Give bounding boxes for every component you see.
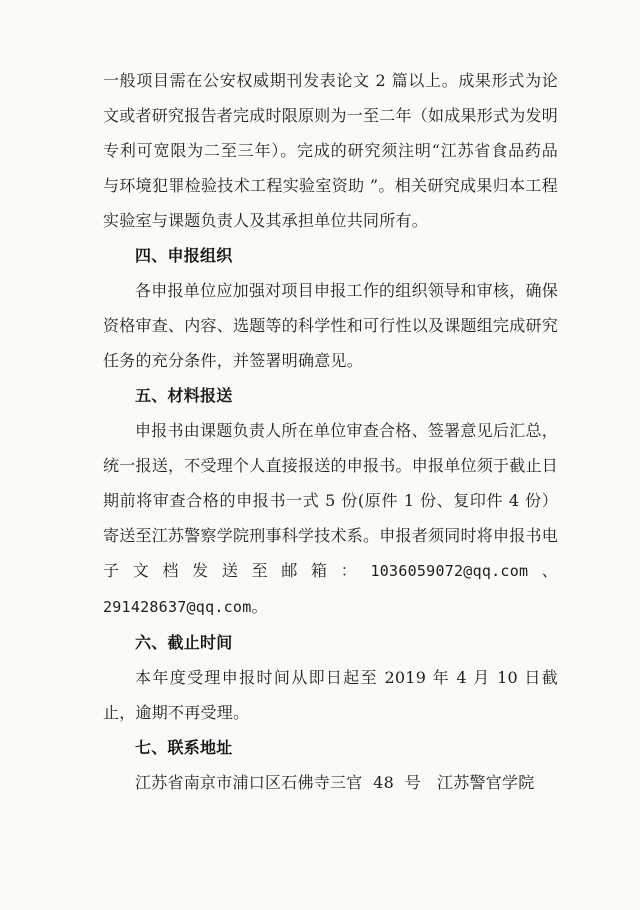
heading-deadline: 六、截止时间 — [135, 633, 233, 652]
email-address-1: 1036059072@qq.com — [370, 562, 529, 580]
heading-contact-address: 七、联系地址 — [135, 738, 233, 757]
paragraph-contact-address: 江苏省南京市浦口区石佛寺三官 48 号 江苏警官学院 — [135, 773, 535, 792]
paragraph-material-submission — [103, 413, 558, 625]
heading-material-submission: 五、材料报送 — [135, 386, 233, 405]
paragraph-deadline: 本年度受理申报时间从即日起至 2019 年 4 月 10 日截止，逾期不再受理。 — [103, 668, 558, 722]
document-body — [103, 63, 558, 800]
submission-text: 申报书由课题负责人所在单位审查合格、签署意见后汇总，统一报送，不受理个人直接报送的申报书。申报单位须于截止日期前将审查合格的申报书一式 5 份(原件 1 份、复印件 4 份）寄送至江苏警察学院刑事科学技术系。申报者须同时将申报书电子文档发送至邮箱： — [103, 421, 559, 580]
paragraph-application-organization: 各申报单位应加强对项目申报工作的组织领导和审核，确保资格审查、内容、选题等的科学性和可行性以及课题组完成研究任务的充分条件，并签署明确意见。 — [103, 281, 559, 370]
submission-ending: 。 — [251, 597, 268, 616]
heading-application-organization: 四、申报组织 — [135, 246, 233, 265]
email-separator: 、 — [528, 561, 558, 580]
email-address-2: 291428637@qq.com — [103, 598, 252, 616]
paragraph-research-results: 一般项目需在公安权威期刊发表论文 2 篇以上。成果形式为论文或者研究报告者完成时限原则为一至二年（如成果形式为发明专利可宽限为二至三年）。完成的研究须注明“江苏省食品药品与环境犯罪检验技术工程实验室资助 ”。相关研究成果归本工程实验室与课题负责人及其承担单位共同所有。 — [103, 71, 559, 230]
